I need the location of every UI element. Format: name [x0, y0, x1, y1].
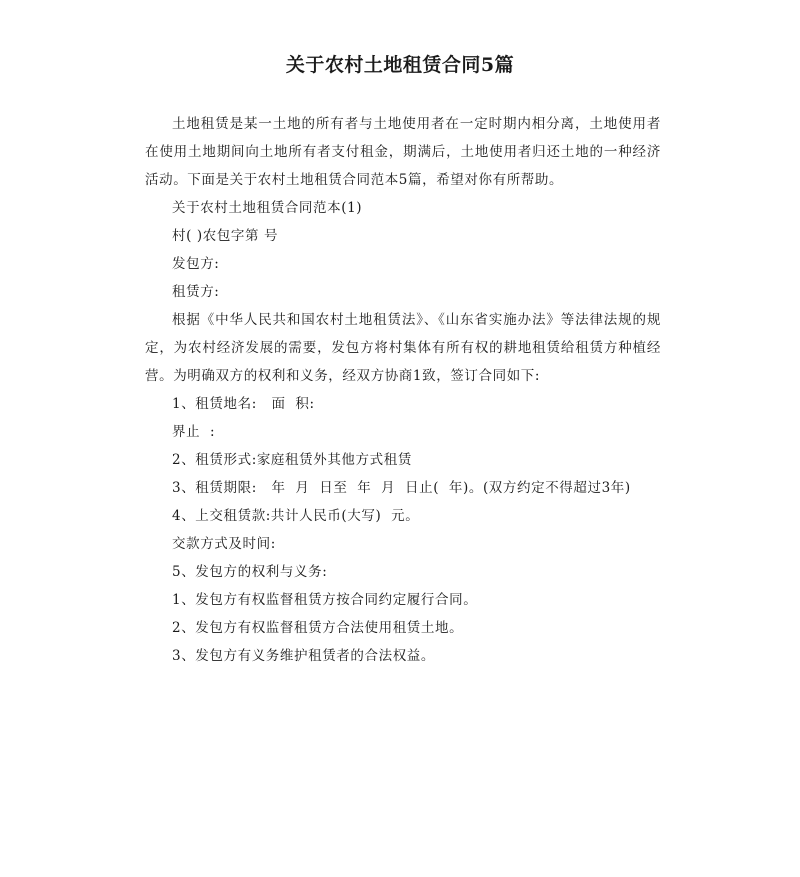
clause-lessor-rights: 5、发包方的权利与义务: [172, 564, 328, 580]
lessee-line: 租赁方: [172, 284, 220, 300]
intro-paragraph: 土地租赁是某一土地的所有者与土地使用者在一定时期内相分离，土地使用者在使用土地期间向土地所有者支付租金，期满后，土地使用者归还土地的一种经济活动。下面是关于农村土地租赁合同范本5篇，希望对你有所帮助。 [145, 116, 661, 188]
document-title: 关于农村土地租赁合同5篇 [285, 54, 515, 76]
section-heading: 关于农村土地租赁合同范本(1) [172, 200, 363, 216]
clause-lessor-right-2: 2、发包方有权监督租赁方合法使用租赁土地。 [172, 620, 464, 636]
contract-number-line: 村( )农包字第 号 [172, 228, 279, 244]
clause-lessor-duty-3: 3、发包方有义务维护租赁者的合法权益。 [172, 648, 435, 664]
clause-payment-method: 交款方式及时间: [172, 536, 276, 552]
clause-land-name: 1、租赁地名: 面 积: [172, 396, 315, 412]
lessor-line: 发包方: [172, 256, 220, 272]
document-body [145, 110, 661, 670]
clause-lease-form: 2、租赁形式:家庭租赁外其他方式租赁 [172, 452, 412, 468]
clause-lessor-right-1: 1、发包方有权监督租赁方按合同约定履行合同。 [172, 592, 478, 608]
clause-lease-term: 3、租赁期限: 年 月 日至 年 月 日止( 年)。(双方约定不得超过3年) [172, 480, 631, 496]
clause-boundary: 界止 : [172, 424, 216, 440]
clause-rent-amount: 4、上交租赁款:共计人民币(大写) 元。 [172, 508, 420, 524]
legal-basis-paragraph: 根据《中华人民共和国农村土地租赁法》、《山东省实施办法》等法律法规的规定，为农村经济发展的需要，发包方将村集体有所有权的耕地租赁给租赁方种植经营。为明确双方的权利和义务，经双方协商1致，签订合同如下: [145, 312, 661, 384]
